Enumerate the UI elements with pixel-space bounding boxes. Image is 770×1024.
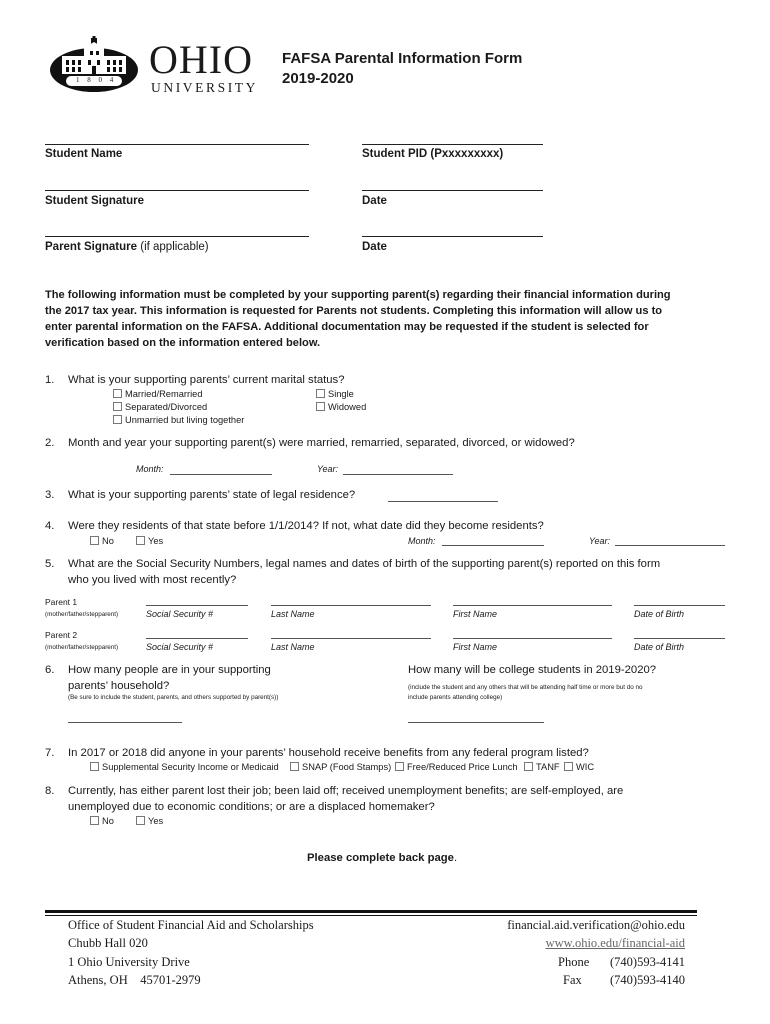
parent1-first-field[interactable] bbox=[453, 605, 612, 606]
checkbox[interactable] bbox=[113, 402, 122, 411]
q5-text-line1: What are the Social Security Numbers, legal names and dates of birth of the supporting parent(s) reported on this form bbox=[68, 558, 661, 570]
parent2-last-field[interactable] bbox=[271, 638, 431, 639]
logo-wordmark: OHIO bbox=[149, 37, 253, 82]
checkbox[interactable] bbox=[90, 762, 99, 771]
footer-divider bbox=[45, 910, 697, 913]
parent2-dob-field[interactable] bbox=[634, 638, 725, 639]
footer-phone: (740)593-4141 bbox=[610, 955, 685, 969]
q3-state-field[interactable] bbox=[388, 501, 498, 502]
logo-university: UNIVERSITY bbox=[151, 80, 258, 95]
q8-text-line1: Currently, has either parent lost their job; been laid off; received unemployment benefits; are self-employed, are bbox=[68, 785, 624, 797]
q1-option-single[interactable]: Single bbox=[316, 389, 354, 399]
q7-option-wic[interactable]: WIC bbox=[564, 762, 594, 772]
q8-number: 8. bbox=[45, 785, 55, 797]
parent1-dob-field[interactable] bbox=[634, 605, 725, 606]
q1-option-widowed[interactable]: Widowed bbox=[316, 402, 366, 412]
q2-text: Month and year your supporting parent(s) were married, remarried, separated, divorced, or widowed? bbox=[68, 437, 575, 449]
parent-signature-text: Parent Signature bbox=[45, 241, 138, 253]
student-pid-line[interactable] bbox=[362, 144, 543, 145]
closing-period: . bbox=[453, 852, 458, 864]
q4-option-yes[interactable]: Yes bbox=[136, 536, 163, 546]
q6-college-question: How many will be college students in 2019-2020? bbox=[408, 664, 657, 676]
closing-text: Please complete back page bbox=[307, 852, 454, 864]
checkbox[interactable] bbox=[90, 816, 99, 825]
logo-year: 1 8 0 4 bbox=[76, 76, 117, 84]
parent2-first-label: First Name bbox=[453, 642, 498, 652]
q7-number: 7. bbox=[45, 747, 55, 759]
form-title-line2: 2019-2020 bbox=[282, 70, 354, 87]
q2-month-label: Month: bbox=[136, 464, 164, 474]
footer-divider-thin bbox=[45, 915, 697, 916]
q3-number: 3. bbox=[45, 489, 55, 501]
q6-number: 6. bbox=[45, 664, 55, 676]
footer-website-link[interactable]: www.ohio.edu/financial-aid bbox=[545, 936, 685, 950]
parent1-relation: (mother/father/stepparent) bbox=[45, 611, 119, 618]
q2-number: 2. bbox=[45, 437, 55, 449]
checkbox[interactable] bbox=[290, 762, 299, 771]
parent2-first-field[interactable] bbox=[453, 638, 612, 639]
footer-phone-label: Phone bbox=[558, 955, 590, 969]
q6-note: (Be sure to include the student, parents, and others supported by parent(s)) bbox=[68, 694, 279, 701]
q4-month-field[interactable] bbox=[442, 545, 544, 546]
parent2-label: Parent 2 bbox=[45, 630, 78, 640]
parent1-ssn-field[interactable] bbox=[146, 605, 248, 606]
q1-text: What is your supporting parents’ current marital status? bbox=[68, 374, 345, 386]
parent2-last-label: Last Name bbox=[271, 642, 315, 652]
q6-college-note-line1: (include the student and any others that will be attending half time or more but do no bbox=[408, 684, 643, 691]
parent2-relation: (mother/father/stepparent) bbox=[45, 644, 119, 651]
parent2-ssn-label: Social Security # bbox=[146, 642, 214, 652]
date-label-1: Date bbox=[362, 195, 387, 207]
q7-text: In 2017 or 2018 did anyone in your parents’ household receive benefits from any federal program listed? bbox=[68, 747, 589, 759]
date-line-2[interactable] bbox=[362, 236, 543, 237]
checkbox[interactable] bbox=[316, 389, 325, 398]
checkbox[interactable] bbox=[113, 415, 122, 424]
q4-year-label: Year: bbox=[589, 536, 611, 546]
checkbox[interactable] bbox=[90, 536, 99, 545]
q6-text-line1: How many people are in your supporting bbox=[68, 664, 271, 676]
footer-office: Office of Student Financial Aid and Scholarships bbox=[68, 918, 314, 932]
q5-number: 5. bbox=[45, 558, 55, 570]
footer-street: 1 Ohio University Drive bbox=[68, 955, 190, 969]
footer-fax-label: Fax bbox=[563, 973, 582, 987]
parent2-ssn-field[interactable] bbox=[146, 638, 248, 639]
checkbox[interactable] bbox=[564, 762, 573, 771]
student-pid-label: Student PID (Pxxxxxxxxx) bbox=[362, 148, 504, 160]
intro-line: verification based on the information entered below. bbox=[45, 337, 321, 349]
parent1-ssn-label: Social Security # bbox=[146, 609, 214, 619]
student-signature-line[interactable] bbox=[45, 190, 309, 191]
q7-option-ssi[interactable]: Supplemental Security Income or Medicaid bbox=[90, 762, 279, 772]
parent1-first-label: First Name bbox=[453, 609, 498, 619]
footer-fax: (740)593-4140 bbox=[610, 973, 685, 987]
q7-option-tanf[interactable]: TANF bbox=[524, 762, 560, 772]
parent1-last-label: Last Name bbox=[271, 609, 315, 619]
closing-note bbox=[307, 852, 457, 864]
date-label-2: Date bbox=[362, 241, 387, 253]
q2-year-label: Year: bbox=[317, 464, 339, 474]
parent-signature-label bbox=[45, 241, 209, 253]
q5-text-line2: who you lived with most recently? bbox=[68, 574, 237, 586]
date-line-1[interactable] bbox=[362, 190, 543, 191]
intro-line: the 2017 tax year. This information is requested for Parents not students. Completing this information will allow us to bbox=[45, 305, 663, 317]
parent2-dob-label: Date of Birth bbox=[634, 642, 685, 652]
q4-month-label: Month: bbox=[408, 536, 436, 546]
intro-line: The following information must be completed by your supporting parent(s) regarding their financial information during bbox=[45, 289, 671, 301]
q8-text-line2: unemployed due to economic conditions; or are a displaced homemaker? bbox=[68, 801, 435, 813]
form-title bbox=[282, 49, 522, 89]
q1-option-married[interactable]: Married/Remarried bbox=[113, 389, 203, 399]
student-signature-label: Student Signature bbox=[45, 195, 145, 207]
intro-line: enter parental information on the FAFSA. Additional documentation may be requested if the student is selected for bbox=[45, 321, 649, 333]
q4-option-no[interactable]: No bbox=[90, 536, 114, 546]
footer-hall: Chubb Hall 020 bbox=[68, 936, 148, 950]
parent1-dob-label: Date of Birth bbox=[634, 609, 685, 619]
q8-option-no[interactable]: No bbox=[90, 816, 114, 826]
q8-option-yes[interactable]: Yes bbox=[136, 816, 163, 826]
footer-city: Athens, OH 45701-2979 bbox=[68, 973, 201, 987]
q7-option-snap[interactable]: SNAP (Food Stamps) bbox=[290, 762, 391, 772]
q2-month-field[interactable] bbox=[170, 474, 272, 475]
q7-option-lunch[interactable]: Free/Reduced Price Lunch bbox=[395, 762, 518, 772]
parent-signature-line[interactable] bbox=[45, 236, 309, 237]
student-name-label: Student Name bbox=[45, 148, 123, 160]
parent-signature-note: (if applicable) bbox=[140, 241, 209, 253]
checkbox[interactable] bbox=[136, 536, 145, 545]
q6-text-line2: parents’ household? bbox=[68, 680, 170, 692]
q6-college-field[interactable] bbox=[408, 722, 544, 723]
footer-email[interactable]: financial.aid.verification@ohio.edu bbox=[507, 918, 685, 932]
q4-number: 4. bbox=[45, 520, 55, 532]
student-name-line[interactable] bbox=[45, 144, 309, 145]
checkbox[interactable] bbox=[316, 402, 325, 411]
intro-paragraph bbox=[45, 287, 671, 351]
q4-text: Were they residents of that state before 1/1/2014? If not, what date did they become residents? bbox=[68, 520, 544, 532]
parent1-label: Parent 1 bbox=[45, 597, 78, 607]
q3-text: What is your supporting parents’ state of legal residence? bbox=[68, 489, 356, 501]
checkbox[interactable] bbox=[395, 762, 404, 771]
checkbox[interactable] bbox=[113, 389, 122, 398]
q1-option-separated[interactable]: Separated/Divorced bbox=[113, 402, 207, 412]
q1-option-unmarried[interactable]: Unmarried but living together bbox=[113, 415, 244, 425]
q1-number: 1. bbox=[45, 374, 55, 386]
q6-college-note-line2: include parents attending college) bbox=[408, 694, 503, 701]
q6-household-field[interactable] bbox=[68, 722, 182, 723]
q2-year-field[interactable] bbox=[343, 474, 453, 475]
checkbox[interactable] bbox=[136, 816, 145, 825]
ohio-university-logo bbox=[48, 36, 263, 96]
form-title-line1: FAFSA Parental Information Form bbox=[282, 50, 523, 67]
cutler-hall-seal-icon bbox=[48, 36, 140, 94]
q4-year-field[interactable] bbox=[615, 545, 725, 546]
checkbox[interactable] bbox=[524, 762, 533, 771]
parent1-last-field[interactable] bbox=[271, 605, 431, 606]
